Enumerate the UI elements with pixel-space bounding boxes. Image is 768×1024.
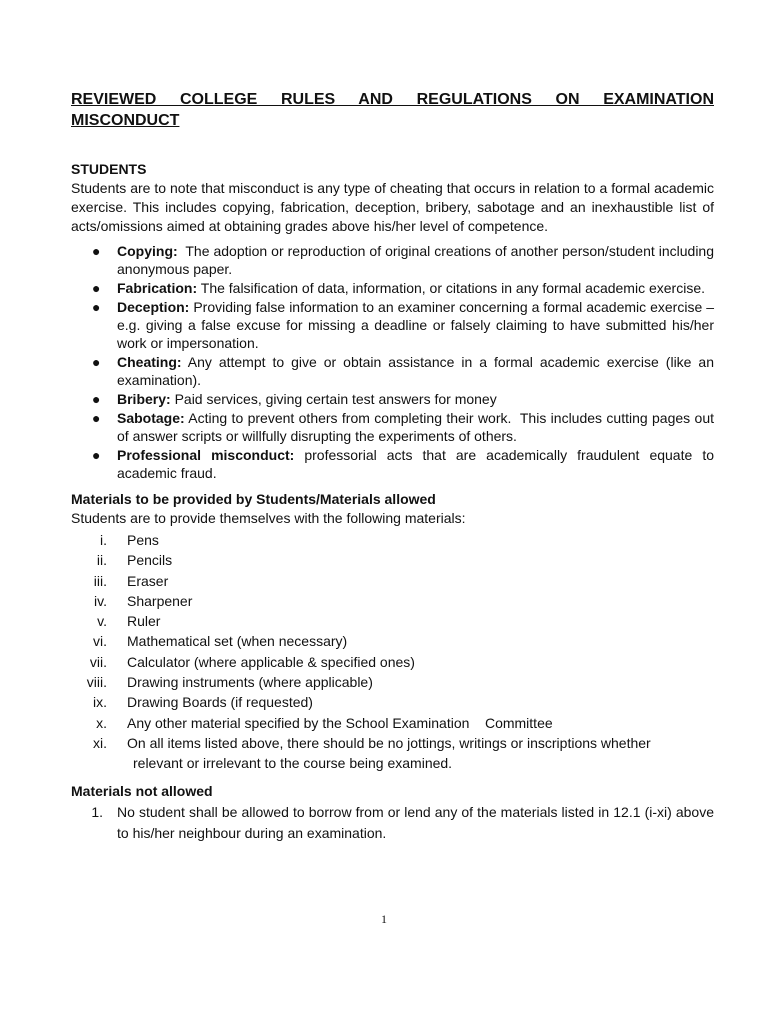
- list-item: [71, 733, 714, 774]
- item-number: x.: [96, 714, 107, 731]
- definition: Providing false information to an examiner concerning a formal academic exercise – e.g. giving a false excuse for missing a deadline or falsely claiming to have submitted his/her work or impersonation.: [117, 299, 718, 351]
- item-text: No student shall be allowed to borrow from or lend any of the materials listed in 12.1 (i-xi) above to his/her neighbour during an examination.: [117, 803, 714, 841]
- list-item: [71, 672, 714, 692]
- item-number: vi.: [93, 633, 107, 650]
- term: Copying:: [117, 243, 178, 259]
- bullet-icon: ●: [92, 410, 101, 426]
- item-number: ix.: [93, 694, 107, 711]
- term: Professional misconduct:: [117, 447, 295, 463]
- list-item: [71, 713, 714, 733]
- term: Bribery:: [117, 391, 171, 407]
- item-number: vii.: [89, 653, 107, 670]
- list-item: [71, 802, 714, 844]
- list-item: [71, 530, 714, 550]
- item-text: Eraser: [127, 572, 169, 589]
- document-body: [71, 89, 718, 844]
- term: Cheating:: [117, 354, 182, 370]
- definition: The adoption or reproduction of original creations of another person/student including anonymous paper.: [117, 243, 718, 277]
- item-text: Mathematical set (when necessary): [127, 633, 348, 650]
- item-text: Ruler: [127, 613, 161, 630]
- bullet-icon: ●: [92, 280, 101, 296]
- item-text: Any other material specified by the School Examination Committee: [127, 714, 553, 731]
- materials-not-allowed-list: [71, 802, 714, 844]
- students-intro: Students are to note that misconduct is any type of cheating that occurs in relation to a formal academic exercise. This includes copying, fabrication, deception, bribery, sabotage and an inexhaustible list of acts/omissions aimed at obtaining grades above his/her level of competence.: [71, 180, 714, 234]
- list-item: [71, 298, 718, 352]
- definition: Any attempt to give or obtain assistance in a formal academic exercise (like an examination).: [117, 354, 718, 388]
- list-item: [71, 611, 714, 631]
- bullet-icon: ●: [92, 354, 101, 370]
- item-number: viii.: [86, 674, 107, 691]
- definition: Acting to prevent others from completing their work. This includes cutting pages out of answer scripts or willfully disrupting the experiments of others.: [117, 410, 718, 444]
- list-item: [71, 571, 714, 591]
- item-number: ii.: [96, 552, 107, 569]
- list-item: [71, 353, 718, 389]
- definition: Paid services, giving certain test answers for money: [170, 391, 497, 407]
- item-text: On all items listed above, there should be no jottings, writings or inscriptions whether: [127, 734, 651, 751]
- term: Fabrication:: [117, 280, 198, 296]
- bullet-icon: ●: [92, 391, 101, 407]
- list-item: [71, 692, 714, 712]
- list-item: [71, 242, 718, 278]
- item-text: Pens: [127, 532, 159, 548]
- bullet-icon: ●: [92, 299, 101, 315]
- term: Sabotage:: [117, 410, 185, 426]
- materials-allowed-heading: Materials to be provided by Students/Materials allowed: [71, 491, 436, 507]
- list-item: [71, 279, 714, 297]
- bullet-icon: ●: [92, 243, 101, 259]
- list-item: [71, 631, 714, 651]
- definition: professorial acts that are academically fraudulent equate to academic fraud.: [117, 447, 718, 481]
- students-heading: STUDENTS: [71, 161, 147, 177]
- page-number: 1: [381, 912, 387, 926]
- item-text-continuation: relevant or irrelevant to the course being examined.: [133, 755, 453, 772]
- list-item: [71, 390, 714, 408]
- item-number: iii.: [93, 572, 107, 589]
- item-number: 1.: [91, 803, 103, 820]
- list-item: [71, 446, 718, 482]
- item-text: Pencils: [127, 552, 173, 569]
- materials-not-allowed-heading: Materials not allowed: [71, 782, 213, 799]
- item-number: iv.: [94, 592, 107, 609]
- term: Deception:: [117, 299, 190, 315]
- list-item: [71, 591, 714, 611]
- item-text: Drawing instruments (where applicable): [127, 674, 373, 691]
- bullet-icon: ●: [92, 447, 101, 463]
- item-text: Drawing Boards (if requested): [127, 694, 313, 711]
- item-number: xi.: [93, 734, 107, 751]
- item-number: i.: [100, 532, 107, 548]
- list-item: [71, 409, 718, 445]
- materials-allowed-list: [71, 530, 714, 774]
- list-item: [71, 550, 714, 570]
- item-text: Sharpener: [127, 592, 193, 609]
- item-number: v.: [97, 613, 107, 630]
- materials-allowed-intro: Students are to provide themselves with the following materials:: [71, 510, 466, 526]
- list-item: [71, 652, 714, 672]
- item-text: Calculator (where applicable & specified ones): [127, 653, 415, 670]
- definition: The falsification of data, information, or citations in any formal academic exercise.: [197, 280, 705, 296]
- document-title: REVIEWED COLLEGE RULES AND REGULATIONS ON EXAMINATION MISCONDUCT: [71, 91, 714, 129]
- misconduct-list: [71, 242, 718, 482]
